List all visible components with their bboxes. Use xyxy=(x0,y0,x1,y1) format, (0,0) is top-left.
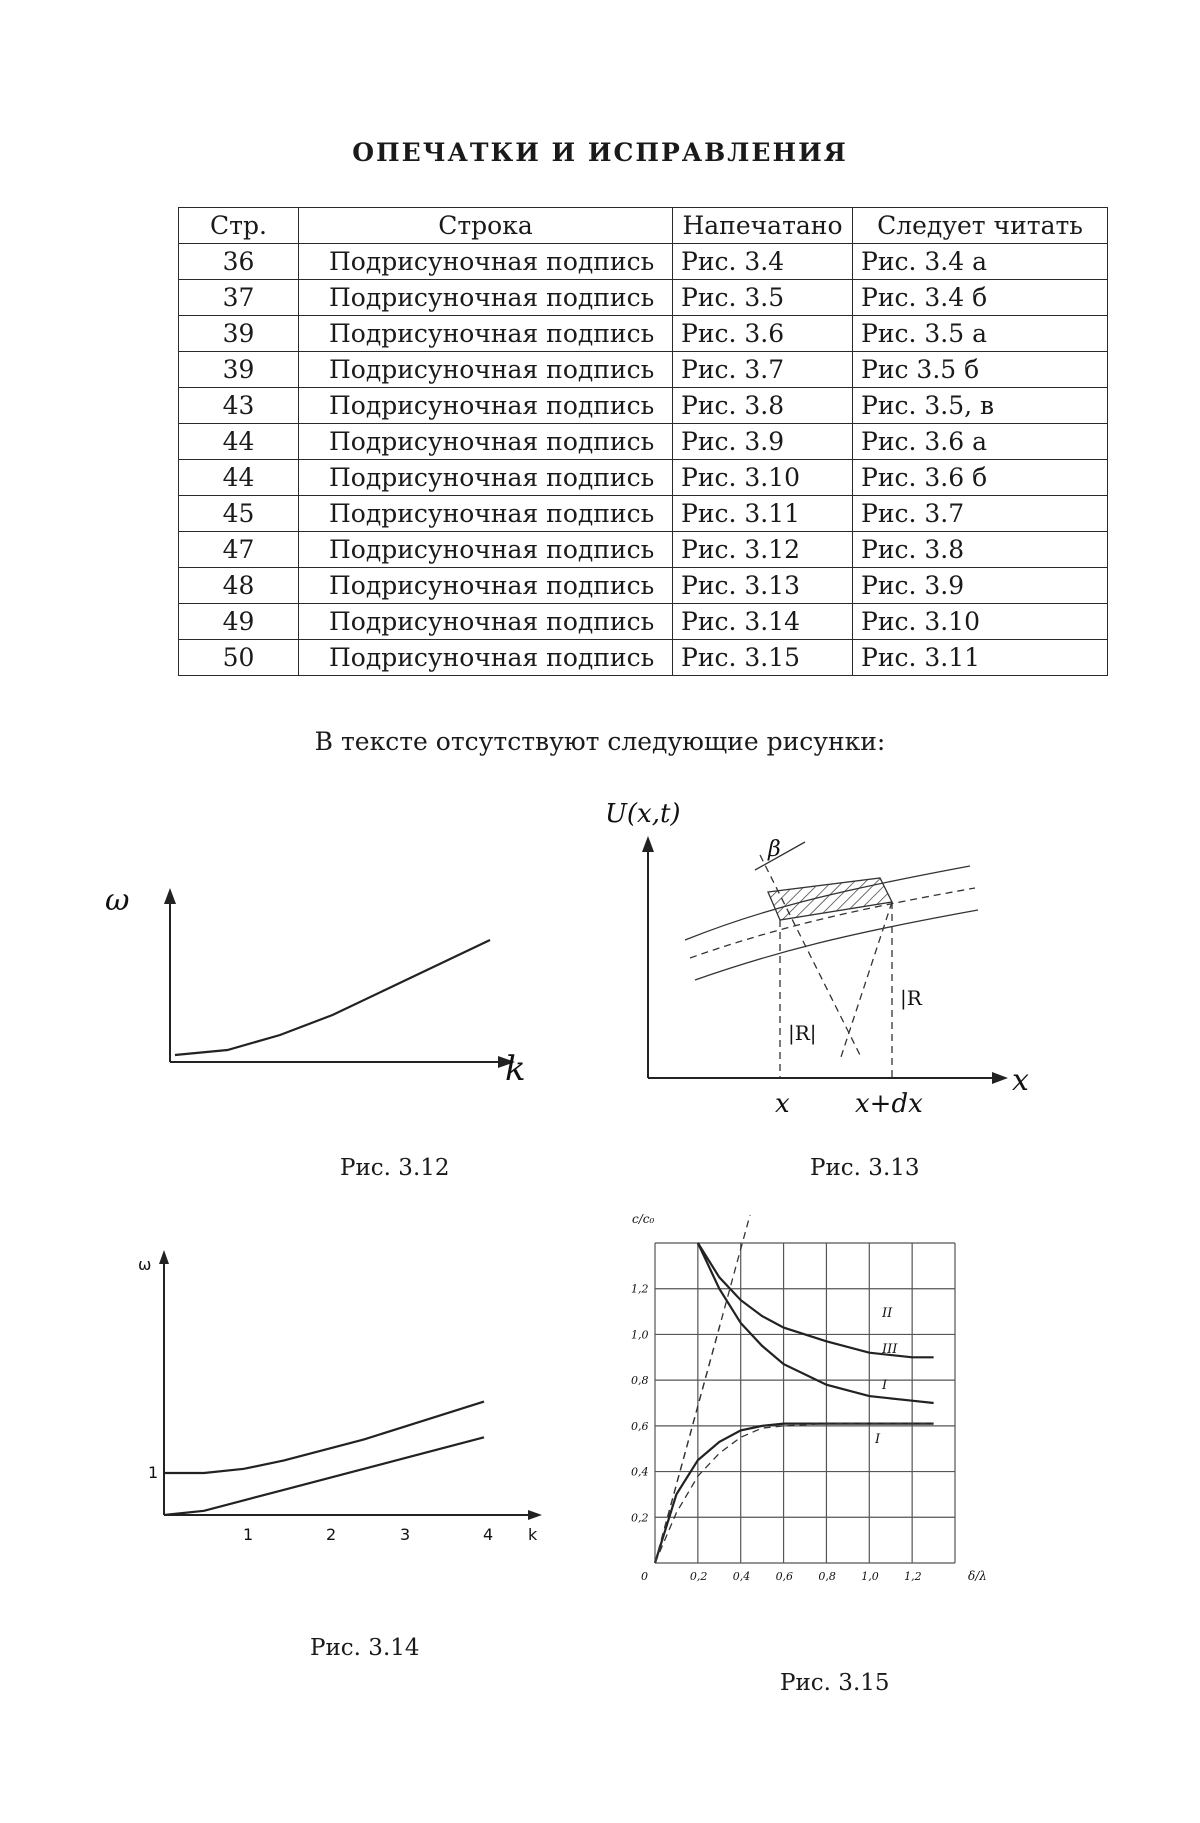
cell-line: Подрисуночная подпись xyxy=(299,460,673,496)
figure-3-12 xyxy=(100,880,560,1100)
cell-correct: Рис. 3.4 б xyxy=(853,280,1108,316)
fig-3-13-tick-x: x xyxy=(775,1089,790,1119)
y-tick-label: 0,2 xyxy=(631,1511,649,1525)
fig-3-15-y-label: c/c₀ xyxy=(632,1212,655,1226)
cell-correct: Рис. 3.6 а xyxy=(853,424,1108,460)
cell-correct: Рис. 3.11 xyxy=(853,640,1108,676)
fig-3-13-x-arrow xyxy=(992,1072,1008,1084)
fig-3-13-y-arrow xyxy=(642,836,654,852)
fig-3-13-y-label: U(x,t) xyxy=(605,799,681,829)
fig-3-14-y-tick-1: 1 xyxy=(148,1463,159,1482)
cell-printed: Рис. 3.8 xyxy=(673,388,853,424)
x-tick-label: 0,2 xyxy=(689,1570,708,1583)
cell-page: 36 xyxy=(179,244,299,280)
y-tick-label: 0,6 xyxy=(631,1419,649,1433)
cell-page: 39 xyxy=(179,352,299,388)
cell-printed: Рис. 3.12 xyxy=(673,532,853,568)
fig-3-14-x-tick-4: 4 xyxy=(483,1525,494,1544)
cell-line: Подрисуночная подпись xyxy=(299,496,673,532)
fig-3-13-caption: Рис. 3.13 xyxy=(810,1155,920,1181)
cell-correct: Рис. 3.4 а xyxy=(853,244,1108,280)
table-row xyxy=(179,280,1108,316)
table-row xyxy=(179,244,1108,280)
fig-3-14-x-tick-3: 3 xyxy=(400,1525,411,1544)
header-line: Строка xyxy=(299,208,673,244)
cell-line: Подрисуночная подпись xyxy=(299,640,673,676)
fig-3-12-y-label: ω xyxy=(105,883,130,918)
cell-correct: Рис 3.5 б xyxy=(853,352,1108,388)
fig-3-15-guide-line-2 xyxy=(655,1325,720,1563)
cell-printed: Рис. 3.9 xyxy=(673,424,853,460)
x-tick-label: 1,2 xyxy=(904,1570,922,1583)
x-tick-label: 0,8 xyxy=(818,1570,836,1583)
header-printed: Напечатано xyxy=(673,208,853,244)
cell-printed: Рис. 3.5 xyxy=(673,280,853,316)
cell-page: 49 xyxy=(179,604,299,640)
table-row xyxy=(179,424,1108,460)
cell-printed: Рис. 3.10 xyxy=(673,460,853,496)
cell-line: Подрисуночная подпись xyxy=(299,388,673,424)
cell-line: Подрисуночная подпись xyxy=(299,280,673,316)
fig-3-12-x-label: k xyxy=(505,1049,526,1089)
table-row xyxy=(179,640,1108,676)
series-curve-1 xyxy=(698,1243,934,1357)
fig-3-12-caption: Рис. 3.12 xyxy=(340,1155,450,1181)
fig-3-14-x-arrow xyxy=(528,1510,542,1520)
cell-correct: Рис. 3.7 xyxy=(853,496,1108,532)
cell-printed: Рис. 3.6 xyxy=(673,316,853,352)
table-row xyxy=(179,316,1108,352)
cell-correct: Рис. 3.8 xyxy=(853,532,1108,568)
fig-3-15-grid xyxy=(655,1243,955,1563)
fig-3-14-caption: Рис. 3.14 xyxy=(310,1635,420,1661)
fig-3-15-label-I-lower: I xyxy=(875,1432,881,1447)
cell-printed: Рис. 3.14 xyxy=(673,604,853,640)
header-page: Стр. xyxy=(179,208,299,244)
cell-line: Подрисуночная подпись xyxy=(299,244,673,280)
cell-page: 47 xyxy=(179,532,299,568)
cell-page: 45 xyxy=(179,496,299,532)
x-tick-label: 1,0 xyxy=(861,1570,879,1583)
fig-3-13-beta-label: β xyxy=(768,837,781,862)
cell-printed: Рис. 3.7 xyxy=(673,352,853,388)
cell-correct: Рис. 3.9 xyxy=(853,568,1108,604)
cell-page: 44 xyxy=(179,460,299,496)
cell-page: 39 xyxy=(179,316,299,352)
x-tick-label: 0 xyxy=(641,1570,648,1583)
y-tick-label: 1,2 xyxy=(631,1282,649,1296)
x-tick-label: 0,6 xyxy=(775,1570,794,1583)
cell-line: Подрисуночная подпись xyxy=(299,532,673,568)
fig-3-15-label-I-upper: I xyxy=(882,1378,888,1393)
cell-page: 44 xyxy=(179,424,299,460)
cell-line: Подрисуночная подпись xyxy=(299,568,673,604)
table-row xyxy=(179,496,1108,532)
errata-table xyxy=(178,207,1108,676)
cell-line: Подрисуночная подпись xyxy=(299,424,673,460)
cell-page: 37 xyxy=(179,280,299,316)
fig-3-14-upper-curve xyxy=(164,1402,484,1473)
fig-3-14-x-tick-1: 1 xyxy=(243,1525,254,1544)
series-curve-3 xyxy=(655,1424,934,1563)
table-row xyxy=(179,604,1108,640)
cell-line: Подрисуночная подпись xyxy=(299,316,673,352)
y-tick-label: 1,0 xyxy=(631,1328,649,1342)
fig-3-13-x-label: x xyxy=(1012,1063,1029,1098)
fig-3-13-r-right-label: |R xyxy=(900,986,922,1010)
table-row xyxy=(179,352,1108,388)
cell-page: 43 xyxy=(179,388,299,424)
cell-correct: Рис. 3.5 а xyxy=(853,316,1108,352)
series-curve-4 xyxy=(655,1424,934,1563)
figure-3-14 xyxy=(120,1240,560,1560)
cell-printed: Рис. 3.4 xyxy=(673,244,853,280)
fig-3-13-tick-xdx: x+dx xyxy=(855,1089,923,1119)
fig-3-13-right-ray xyxy=(840,902,892,1060)
figure-3-13 xyxy=(605,799,1060,1130)
table-row xyxy=(179,568,1108,604)
header-correct: Следует читать xyxy=(853,208,1108,244)
fig-3-14-y-arrow xyxy=(159,1250,169,1264)
x-tick-label: 0,4 xyxy=(732,1570,751,1583)
fig-3-15-caption: Рис. 3.15 xyxy=(780,1670,890,1696)
fig-3-15-label-II: II xyxy=(882,1306,893,1321)
cell-line: Подрисуночная подпись xyxy=(299,604,673,640)
table-header-row xyxy=(179,208,1108,244)
fig-3-15-curves xyxy=(655,1243,934,1563)
fig-3-14-x-label: k xyxy=(528,1525,538,1544)
cell-printed: Рис. 3.13 xyxy=(673,568,853,604)
y-tick-label: 0,8 xyxy=(631,1374,649,1388)
fig-3-13-r-left-label: |R| xyxy=(788,1021,817,1045)
fig-3-12-y-arrow xyxy=(164,888,176,904)
figure-3-15 xyxy=(620,1205,1020,1595)
series-curve-2 xyxy=(698,1243,934,1403)
y-tick-label: 0,4 xyxy=(631,1465,649,1479)
fig-3-15-label-III: III xyxy=(882,1342,898,1357)
cell-printed: Рис. 3.11 xyxy=(673,496,853,532)
cell-page: 48 xyxy=(179,568,299,604)
cell-line: Подрисуночная подпись xyxy=(299,352,673,388)
page-title: ОПЕЧАТКИ И ИСПРАВЛЕНИЯ xyxy=(352,138,848,167)
table-row xyxy=(179,532,1108,568)
fig-3-15-x-label: δ/λ xyxy=(968,1569,987,1583)
table-row xyxy=(179,460,1108,496)
table-row xyxy=(179,388,1108,424)
cell-correct: Рис. 3.10 xyxy=(853,604,1108,640)
fig-3-12-curve xyxy=(175,940,490,1055)
cell-page: 50 xyxy=(179,640,299,676)
fig-3-13-hatched-area xyxy=(768,878,892,920)
cell-printed: Рис. 3.15 xyxy=(673,640,853,676)
fig-3-14-y-label: ω xyxy=(138,1255,152,1274)
missing-figures-note: В тексте отсутствуют следующие рисунки: xyxy=(314,727,886,756)
cell-correct: Рис. 3.6 б xyxy=(853,460,1108,496)
cell-correct: Рис. 3.5, в xyxy=(853,388,1108,424)
fig-3-14-x-tick-2: 2 xyxy=(326,1525,337,1544)
